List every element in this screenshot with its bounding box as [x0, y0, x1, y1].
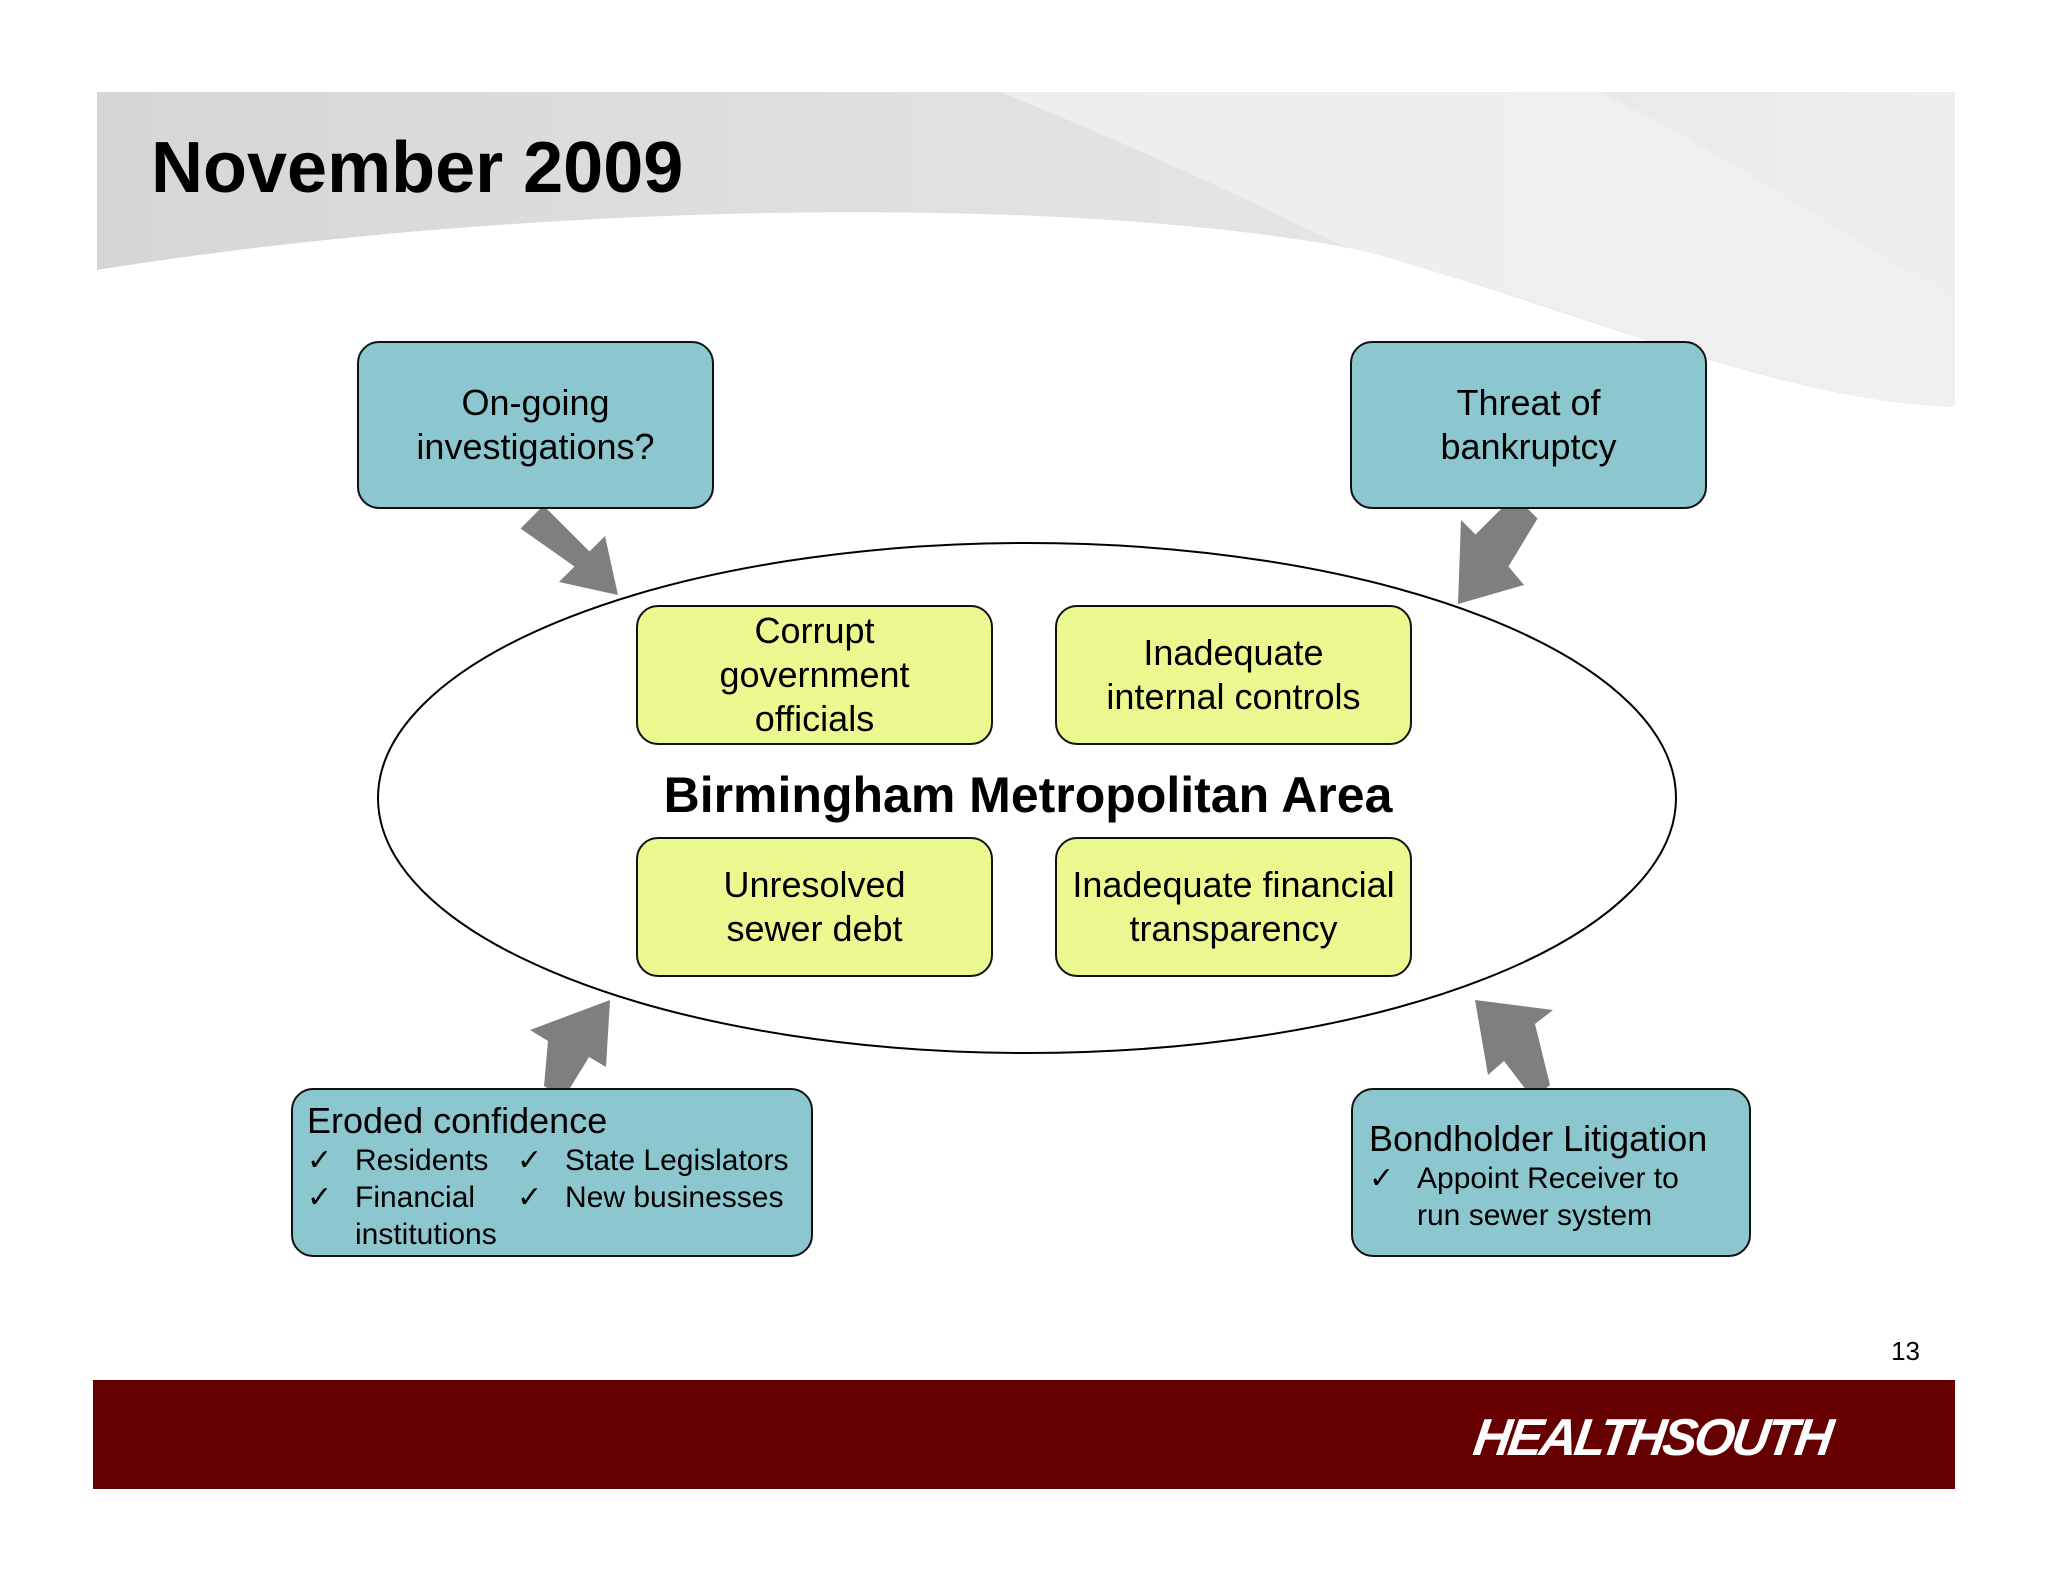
litigation-list	[1369, 1160, 1707, 1234]
factor-line: officials	[754, 698, 875, 739]
factor-line: transparency	[1129, 908, 1338, 949]
list-item	[517, 1179, 797, 1216]
list-item	[307, 1179, 517, 1253]
bankruptcy-line: bankruptcy	[1440, 426, 1617, 467]
check-icon: ✓	[307, 1181, 333, 1214]
factor-line: Corrupt	[754, 610, 875, 651]
litigation-heading: Bondholder Litigation	[1369, 1118, 1708, 1159]
check-icon: ✓	[307, 1144, 333, 1177]
factor-line: internal controls	[1106, 676, 1361, 717]
confidence-list	[307, 1142, 797, 1253]
factor-box-internal-controls	[1055, 605, 1412, 745]
page-number: 13	[1891, 1336, 1920, 1366]
factor-line: government	[719, 654, 910, 695]
factor-box-financial-transparency	[1055, 837, 1412, 977]
list-item	[307, 1142, 517, 1179]
list-item-label: New businesses	[565, 1181, 784, 1214]
arrow-confidence	[530, 1000, 610, 1098]
bankruptcy-box	[1350, 341, 1707, 509]
confidence-box	[291, 1088, 813, 1257]
center-label: Birmingham Metropolitan Area	[663, 767, 1393, 823]
factor-line: sewer debt	[726, 908, 903, 949]
factor-box-corrupt-officials	[636, 605, 993, 745]
confidence-list-col-1	[307, 1142, 517, 1253]
investigations-box	[357, 341, 714, 509]
litigation-box	[1351, 1088, 1751, 1257]
confidence-heading: Eroded confidence	[307, 1100, 608, 1141]
arrow-litigation	[1475, 1000, 1553, 1099]
list-item	[517, 1142, 797, 1179]
list-item-label: State Legislators	[565, 1144, 789, 1177]
investigations-line: investigations?	[416, 426, 655, 467]
factor-box-sewer-debt	[636, 837, 993, 977]
check-icon: ✓	[517, 1144, 543, 1177]
arrow-investigations	[521, 506, 619, 596]
factor-line: Unresolved	[723, 864, 906, 905]
slide-title: November 2009	[151, 128, 684, 208]
check-icon: ✓	[1369, 1162, 1395, 1195]
check-icon: ✓	[517, 1181, 543, 1214]
list-item-label: Residents	[355, 1144, 489, 1177]
healthsouth-logo: HEALTHSOUTH	[1469, 1409, 1835, 1467]
list-item-label: Financial institutions	[355, 1181, 497, 1251]
arrow-bankruptcy	[1458, 496, 1538, 605]
list-item	[1369, 1160, 1707, 1234]
factor-line: Inadequate financial	[1072, 864, 1395, 905]
confidence-list-col-2	[517, 1142, 797, 1253]
factor-line: Inadequate	[1143, 632, 1324, 673]
list-item-label: Appoint Receiver to run sewer system	[1417, 1162, 1679, 1232]
bankruptcy-line: Threat of	[1456, 382, 1601, 423]
investigations-line: On-going	[461, 382, 610, 423]
